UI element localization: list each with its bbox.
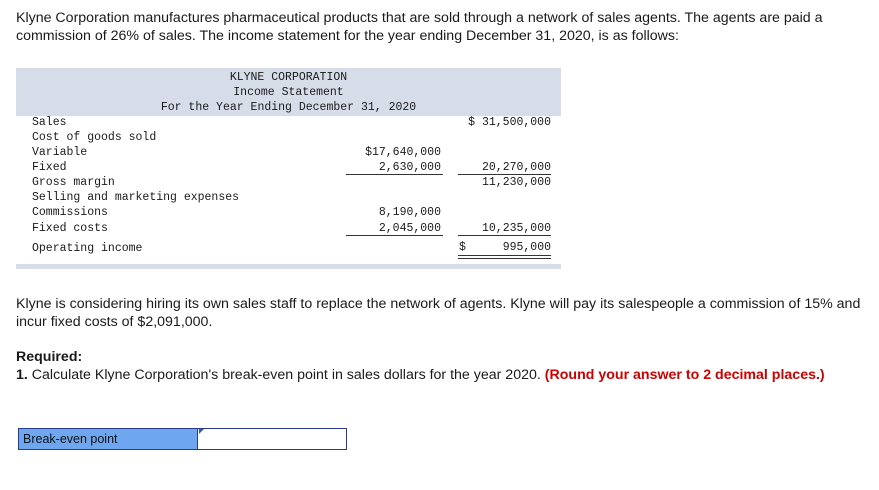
break-even-input[interactable] — [199, 429, 346, 449]
row-operating-income-dollar: $ — [459, 241, 466, 254]
row-sales-label: Sales — [32, 116, 67, 129]
income-statement — [16, 68, 561, 271]
row-gross-margin-total: 11,230,000 — [481, 176, 551, 189]
input-flag-icon — [199, 429, 204, 434]
row-commissions-amount: 8,190,000 — [378, 206, 441, 219]
required-question — [16, 366, 866, 384]
question-text: Calculate Klyne Corporation's break-even point in sales dollars for the year 2020. — [31, 367, 541, 383]
statement-company: KLYNE CORPORATION — [229, 71, 348, 84]
row-operating-income-total: 995,000 — [502, 241, 551, 254]
row-fixed-amount: 2,630,000 — [378, 161, 441, 174]
row-variable-amount: $17,640,000 — [365, 146, 441, 159]
row-cogs-label: Cost of goods sold — [32, 131, 157, 144]
answer-table — [18, 428, 347, 450]
statement-period: For the Year Ending December 31, 2020 — [160, 101, 417, 114]
row-fixed-total: 20,270,000 — [481, 161, 551, 174]
question-number: 1. — [16, 367, 28, 383]
break-even-label: Break-even point — [19, 429, 198, 449]
row-gross-margin-label: Gross margin — [32, 176, 115, 189]
underline — [346, 235, 443, 236]
required-heading: Required: — [16, 349, 83, 365]
statement-title: Income Statement — [233, 86, 344, 99]
double-underline — [458, 255, 551, 259]
problem-paragraph: Klyne is considering hiring its own sales staff to replace the network of agents. Klyne will pay its salespeople a commission of 15% and incur fixed costs of $2,091,000. — [16, 296, 861, 330]
problem-intro: Klyne Corporation manufactures pharmaceutical products that are sold through a network of sales agents. The agents are paid a commission of 26% of sales. The income statement for the year ending December 31, 2020, is as follows: — [16, 10, 823, 44]
row-commissions-label: Commissions — [32, 206, 108, 219]
underline — [458, 235, 551, 236]
row-sales-total: $ 31,500,000 — [468, 116, 551, 129]
statement-footer — [16, 264, 561, 269]
row-fixed-costs-label: Fixed costs — [32, 222, 108, 235]
underline — [346, 174, 443, 175]
row-operating-income-label: Operating income — [32, 242, 143, 255]
rounding-note: (Round your answer to 2 decimal places.) — [544, 367, 825, 383]
row-variable-label: Variable — [32, 146, 88, 159]
row-selling-label: Selling and marketing expenses — [32, 191, 240, 204]
row-fixed-costs-amount: 2,045,000 — [378, 222, 441, 235]
row-fixed-costs-total: 10,235,000 — [481, 222, 551, 235]
row-fixed-label: Fixed — [32, 161, 67, 174]
